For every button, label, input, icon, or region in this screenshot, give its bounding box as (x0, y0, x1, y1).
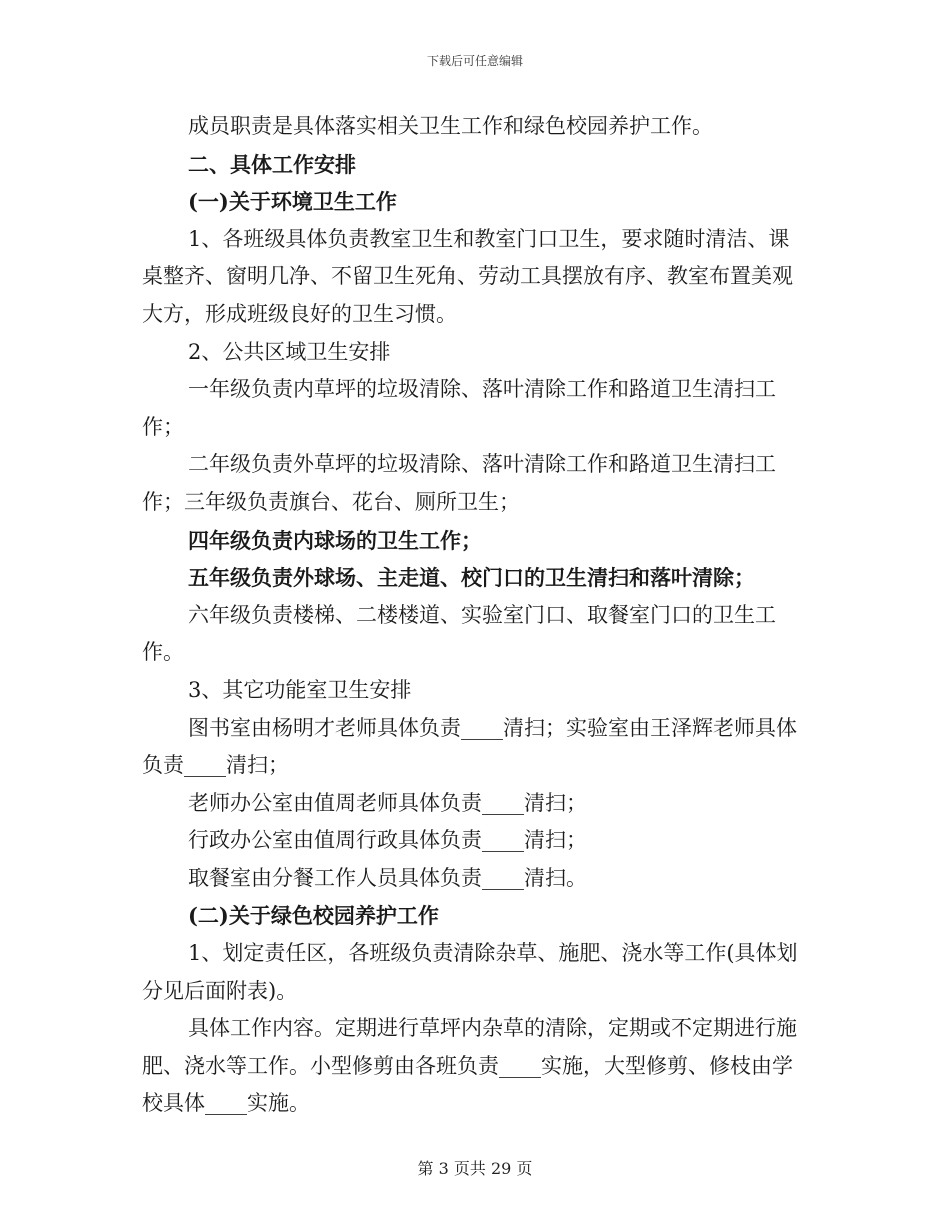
paragraph: 六年级负责楼梯、二楼楼道、实验室门口、取餐室门口的卫生工作。 (142, 602, 776, 665)
paragraph: 二年级负责外草坪的垃圾清除、落叶清除工作和路道卫生清扫工作；三年级负责旗台、花台、厕所卫生； (142, 452, 776, 514)
paragraph: 2、公共区域卫生安排 (188, 339, 391, 364)
paragraph: 成员职责是具体落实相关卫生工作和绿色校园养护工作。 (188, 114, 713, 138)
section-heading: (二)关于绿色校园养护工作 (188, 903, 439, 929)
document-body (142, 108, 802, 1123)
section-heading: (一)关于环境卫生工作 (188, 189, 397, 215)
paragraph: 具体工作内容。定期进行草坪内杂草的清除，定期或不定期进行施肥、浇水等工作。小型修剪由各班负责____实施，大型修剪、修枝由学校具体____实施。 (142, 1016, 797, 1116)
section-heading: 四年级负责内球场的卫生工作； (188, 527, 482, 553)
page-number: 第 3 页共 29 页 (417, 1159, 533, 1178)
paragraph: 1、各班级具体负责教室卫生和教室门口卫生，要求随时清洁、课桌整齐、窗明几净、不留卫生死角、劳动工具摆放有序、教室布置美观大方，形成班级良好的卫生习惯。 (142, 226, 793, 326)
paragraph: 行政办公室由值周行政具体负责____清扫； (188, 828, 587, 853)
paragraph: 图书室由杨明才老师具体负责____清扫；实验室由王泽辉老师具体负责____清扫； (142, 715, 797, 778)
paragraph: 取餐室由分餐工作人员具体负责____清扫。 (188, 865, 587, 890)
paragraph: 3、其它功能室卫生安排 (188, 677, 412, 702)
paragraph: 一年级负责内草坪的垃圾清除、落叶清除工作和路道卫生清扫工作； (142, 377, 776, 439)
section-heading: 五年级负责外球场、主走道、校门口的卫生清扫和落叶清除； (188, 565, 755, 591)
section-heading: 二、具体工作安排 (188, 151, 356, 177)
paragraph: 老师办公室由值周老师具体负责____清扫； (188, 790, 587, 815)
paragraph: 1、划定责任区，各班级负责清除杂草、施肥、浇水等工作(具体划分见后面附表)。 (142, 941, 798, 1003)
header-note: 下载后可任意编辑 (426, 54, 523, 68)
